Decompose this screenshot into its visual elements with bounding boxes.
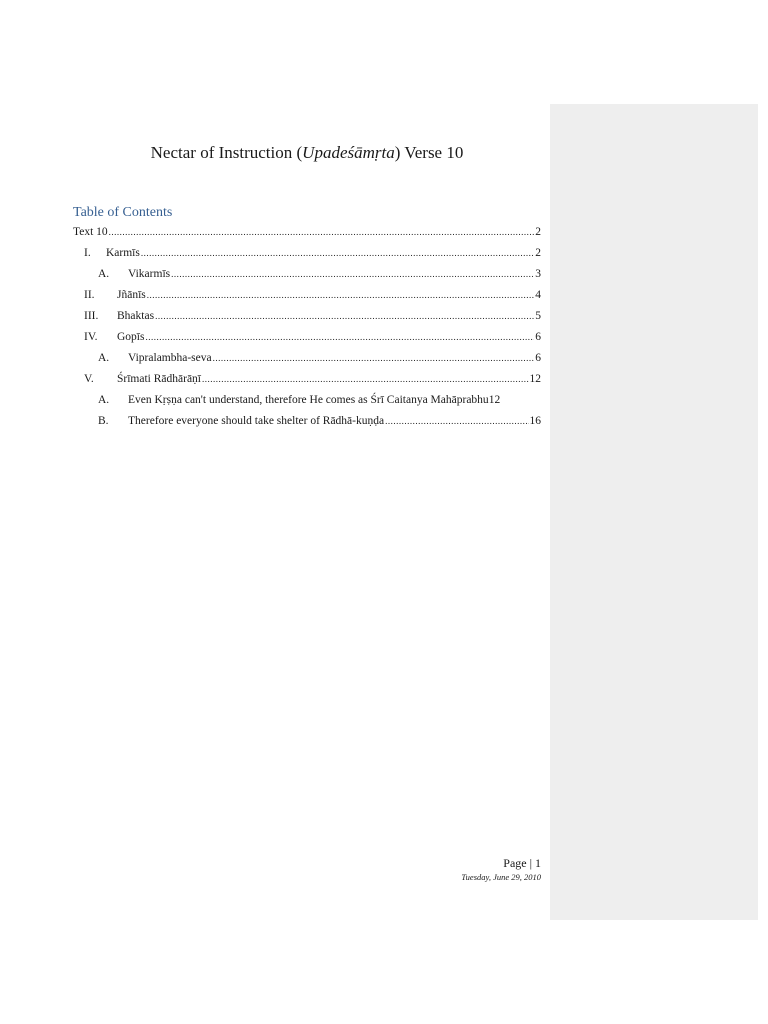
toc-entry-label: Vikarmīs — [128, 268, 171, 280]
toc-entry-label: Śrīmati Rādhārāṇī — [117, 373, 201, 385]
toc-entry-radha-kunda[interactable] — [73, 413, 541, 434]
toc-entry-label: Jñānīs — [117, 289, 146, 301]
toc-leader-dots — [155, 308, 534, 325]
toc-entry-number: A. — [98, 352, 110, 364]
footer-page-number: Page | 1 — [503, 856, 541, 870]
toc-entry-bhaktas[interactable] — [73, 308, 541, 329]
toc-entry-page: 5 — [535, 310, 541, 322]
toc-leader-dots — [213, 350, 535, 367]
toc-entry-label: Even Kṛṣṇa can't understand, therefore He comes as Śrī Caitanya Mahāprabhu — [128, 394, 489, 406]
toc-leader-dots — [171, 266, 534, 283]
toc-leader-dots — [385, 413, 528, 430]
toc-entry-page: 12 — [529, 373, 541, 385]
toc-entry-vipralambha-seva[interactable] — [73, 350, 541, 371]
toc-entry-number: V. — [84, 373, 94, 385]
toc-entry-label: Vipralambha-seva — [128, 352, 212, 364]
toc-entry-number: IV. — [84, 331, 98, 343]
toc-heading: Table of Contents — [73, 205, 173, 220]
toc-leader-dots — [141, 245, 534, 262]
footer-date: Tuesday, June 29, 2010 — [461, 872, 541, 882]
toc-entry-gopis[interactable] — [73, 329, 541, 350]
title-suffix: ) Verse 10 — [394, 143, 464, 162]
toc-entry-text-10[interactable] — [73, 224, 541, 245]
toc-entry-vikarmis[interactable] — [73, 266, 541, 287]
comment-markup-pane — [550, 104, 758, 920]
title-italic: Upadeśāmṛta — [302, 143, 395, 162]
toc-entry-page: 6 — [535, 352, 541, 364]
toc-entry-page: 2 — [535, 226, 541, 238]
toc-entry-number: B. — [98, 415, 109, 427]
toc-entry-page: 16 — [529, 415, 541, 427]
toc-entry-number: A. — [98, 268, 110, 280]
toc-entry-number: I. — [84, 247, 91, 259]
toc-entry-srimati-radharani[interactable] — [73, 371, 541, 392]
toc-entry-number: A. — [98, 394, 110, 406]
toc-entry-label: Gopīs — [117, 331, 145, 343]
toc-entry-page: 2 — [535, 247, 541, 259]
toc-leader-dots — [145, 329, 534, 346]
toc-entry-page: 4 — [535, 289, 541, 301]
toc-entry-even-krsna[interactable] — [73, 392, 541, 413]
page-title — [73, 143, 541, 163]
toc-entry-jnanis[interactable] — [73, 287, 541, 308]
toc-leader-dots — [109, 224, 535, 241]
toc-entry-label: Therefore everyone should take shelter of Rādhā-kuṇḍa — [128, 415, 385, 427]
toc-entry-label: Text 10 — [73, 226, 108, 238]
toc-entry-number: II. — [84, 289, 95, 301]
toc-entry-karmis[interactable] — [73, 245, 541, 266]
table-of-contents — [73, 224, 541, 434]
toc-entry-label: Karmīs — [106, 247, 140, 259]
toc-entry-page: 3 — [535, 268, 541, 280]
toc-entry-page: 6 — [535, 331, 541, 343]
toc-entry-label: Bhaktas — [117, 310, 155, 322]
toc-entry-page: 12 — [488, 394, 501, 406]
toc-entry-number: III. — [84, 310, 99, 322]
title-prefix: Nectar of Instruction ( — [150, 143, 303, 162]
toc-leader-dots — [202, 371, 529, 388]
toc-leader-dots — [147, 287, 535, 304]
